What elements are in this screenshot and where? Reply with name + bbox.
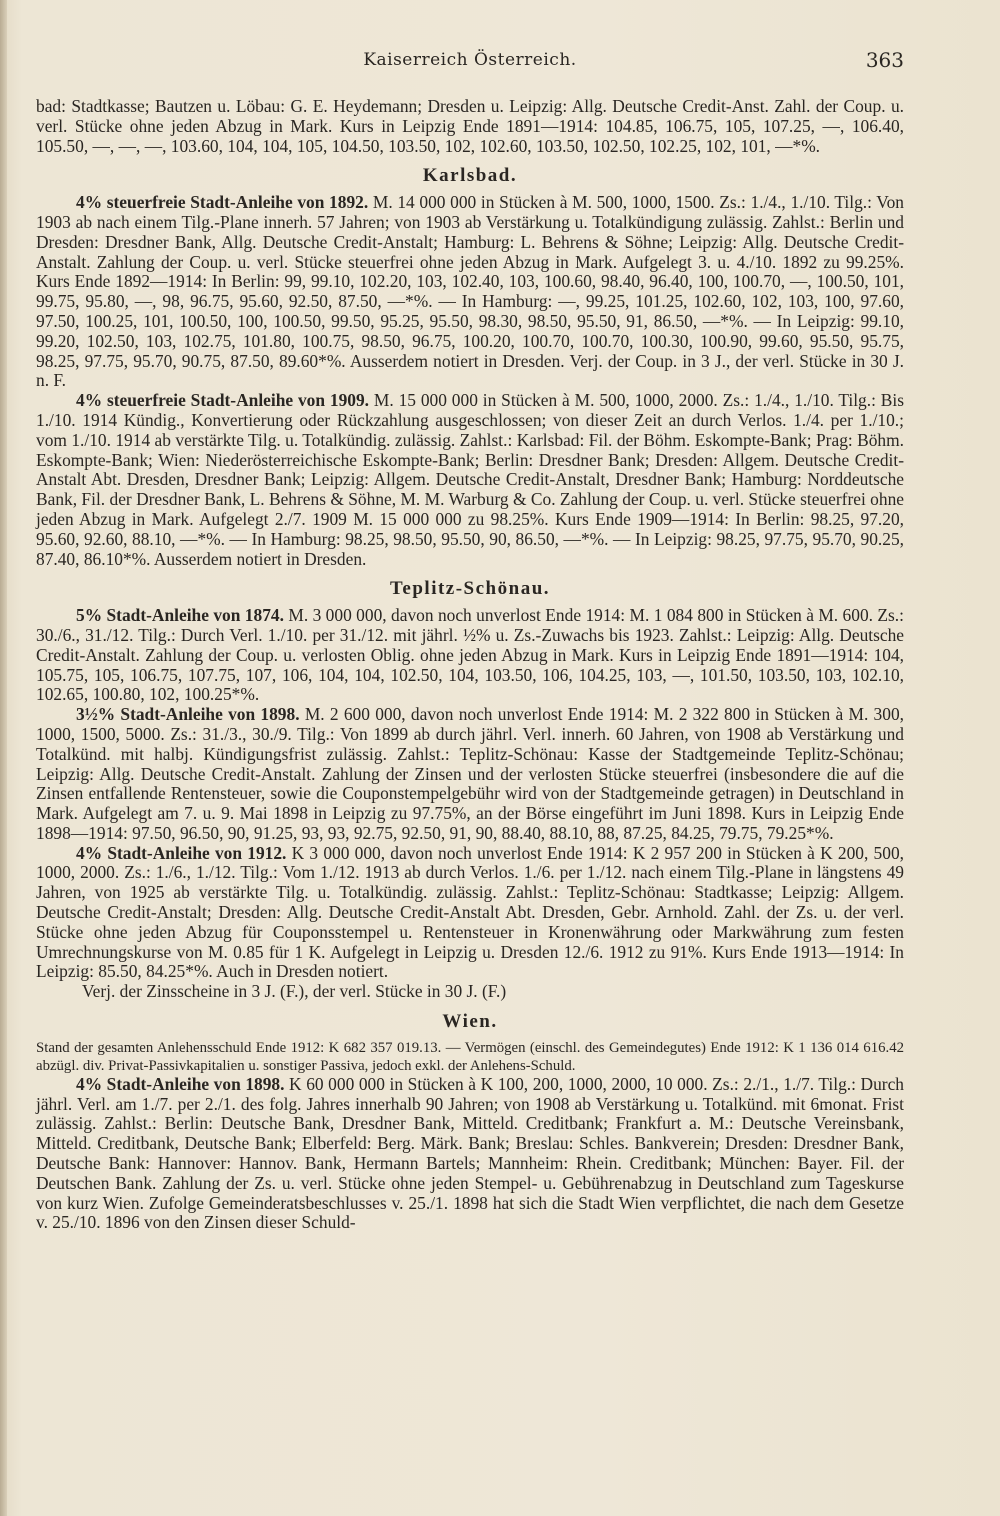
loan-details: K 60 000 000 in Stücken à K 100, 200, 1000, 2000, 10 000. Zs.: 2./1., 1./7. Tilg.: Durch jährl. Verl. am 1./7. per 2./1. des folg. Jahres innerhalb 90 Jahren; von 1908 ab Verstärkung u. Totalkünd. mit 6monat. Frist zulässig. Zahlst.: Berlin: Deutsche Bank, Dresdner Bank, Mitteld. Creditbank; Frankfurt a. M.: Deutsche Vereinsbank, Mitteld. Creditbank, Deutsche Bank; Elberfeld: Berg. Märk. Bank; Breslau: Schles. Bankverein; Dresden: Dresdner Bank, Deutsche Bank: Hannover: Hannov. Bank, Hermann Bartels; Mannheim: Rhein. Creditbank; München: Bayer. Fil. der Deutschen Bank. Zahlung der Zs. u. verl. Stücke ohne jeden Stempel- u. Gebührenabzug in Deutschland zum Tageskurse von kurz Wien. Zufolge Gemeinderatsbeschlusses v. 25./1. 1898 hat sich die Stadt Wien verpflichtet, die nach dem Gesetze v. 25./10. 1896 von den Zinsen dieser Schuld-	[36, 1073, 904, 1233]
loan-heading: 5% Stadt-Anleihe von 1874.	[76, 605, 284, 626]
debt-status-note-wien: Stand der gesamten Anlehensschuld Ende 1912: K 682 357 019.13. — Vermögen (einschl. des Gemeindegutes) Ende 1912: K 1 136 014 616.42 abzügl. div. Privat-Passivkapitalien u. sonstiger Passiva, jedoch exkl. der Anlehens-Schuld.	[36, 1039, 904, 1074]
loan-heading: 3½% Stadt-Anleihe von 1898.	[76, 704, 300, 725]
running-title: Kaiserreich Österreich.	[363, 50, 577, 70]
limitation-note-teplitz: Verj. der Zinsscheine in 3 J. (F.), der verl. Stücke in 30 J. (F.)	[82, 981, 507, 1002]
loan-entry-teplitz-1874	[36, 606, 904, 705]
page-body	[36, 97, 904, 1233]
loan-entry-wien-1898	[36, 1075, 904, 1233]
loan-entry-teplitz-1898	[36, 705, 904, 844]
loan-details: M. 15 000 000 in Stücken à M. 500, 1000, 2000. Zs.: 1./4., 1./10. Tilg.: Bis 1./10. 1914 Kündig., Konvertierung oder Rückzahlung ausgeschlossen; von dieser Zeit an durch Verlos. 1./4. per 1./10.; vom 1./10. 1914 ab verstärkte Tilg. u. Totalkündig. zulässig. Zahlst.: Karlsbad: Fil. der Böhm. Eskompte-Bank; Prag: Böhm. Eskompte-Bank; Wien: Niederösterreichische Eskompte-Bank; Berlin: Dresdner Bank; Dresden: Allgem. Deutsche Credit-Anstalt Abt. Dresden, Dresdner Bank; Leipzig: Allgem. Deutsche Credit-Anstalt, Dresdner Bank; Hamburg: Norddeutsche Bank, Fil. der Dresdner Bank, L. Behrens & Söhne, M. M. Warburg & Co. Zahlung der Coup. u. verl. Stücke steuerfrei ohne jeden Abzug in Mark. Aufgelegt 2./7. 1909 M. 15 000 000 zu 98.25%. Kurs Ende 1909—1914: In Berlin: 98.25, 97.20, 95.60, 92.60, 88.10, —*%. — In Hamburg: 98.25, 98.50, 95.50, 90, 86.50, —*%. — In Leipzig: 98.25, 97.75, 95.70, 90.25, 87.40, 86.10*%. Ausserdem notiert in Dresden.	[36, 390, 904, 569]
loan-entry-karlsbad-1909	[36, 391, 904, 569]
loan-entry-karlsbad-1892	[36, 193, 904, 391]
loan-heading: 4% steuerfreie Stadt-Anleihe von 1909.	[76, 390, 370, 411]
loan-entry-teplitz-1912	[36, 844, 904, 983]
page-spine-shadow	[0, 0, 7, 1516]
loan-details: K 3 000 000, davon noch unverlost Ende 1914: K 2 957 200 in Stücken à K 200, 500, 1000, 2000. Zs.: 1./6., 1./12. Tilg.: Vom 1./12. 1913 ab durch Verlos. 1./6. per 1./12. nach einem Tilg.-Plane in längstens 49 Jahren, von 1925 ab verstärkte Tilg. u. Totalkündig. zulässig. Zahlst.: Teplitz-Schönau: Stadtkasse; Leipzig: Allgem. Deutsche Credit-Anstalt; Dresden: Allg. Deutsche Credit-Anstalt Abt. Dresden, Gebr. Arnhold. Zahl. der Zs. u. der verl. Stücke ohne jeden Abzug für Couponsstempel u. Rentensteuer in Kronenwährung oder Markwährung zum festen Umrechnungskurse von M. 0.85 für 1 K. Aufgelegt in Leipzig u. Dresden 12./6. 1912 zu 91%. Kurs Ende 1913—1914: In Leipzig: 85.50, 84.25*%. Auch in Dresden notiert.	[36, 842, 904, 982]
loan-details: M. 14 000 000 in Stücken à M. 500, 1000, 1500. Zs.: 1./4., 1./10. Tilg.: Von 1903 ab nach einem Tilg.-Plane innerh. 57 Jahren; von 1903 ab Verstärkung u. Totalkündigung zulässig. Zahlst.: Berlin und Dresden: Dresdner Bank, Allg. Deutsche Credit-Anstalt; Hamburg: L. Behrens & Söhne; Leipzig: Allg. Deutsche Credit-Anstalt. Zahlung der Coup. u. verl. Stücke steuerfrei ohne jeden Abzug in Mark. Aufgelegt 3. u. 4./10. 1892 zu 99.25%. Kurs Ende 1892—1914: In Berlin: 99, 99.10, 102.20, 103, 102.40, 103, 100.60, 98.40, 96.40, 100, 100.70, —, 100.50, 101, 99.75, 95.80, —, 98, 96.75, 95.60, 92.50, 87.50, —*%. — In Hamburg: —, 99.25, 101.25, 102.60, 102, 103, 100, 97.60, 97.50, 100.25, 101, 100.50, 100, 100.50, 99.50, 95.25, 95.50, 98.30, 98.50, 95.50, 91, 86.50, —*%. — In Leipzig: 99.10, 99.20, 102.50, 103, 102.75, 101.80, 100.75, 98.50, 96.75, 100.20, 100.70, 100.70, 100.30, 100.90, 99.60, 95.50, 95.75, 98.25, 97.75, 95.70, 90.75, 87.50, 89.60*%. Ausserdem notiert in Dresden. Verj. der Coup. in 3 J., der verl. Stücke in 30 J. n. F.	[36, 192, 905, 391]
page-number: 363	[865, 48, 904, 72]
loan-heading: 4% Stadt-Anleihe von 1912.	[76, 842, 287, 863]
loan-details: M. 3 000 000, davon noch unverlost Ende 1914: M. 1 084 800 in Stücken à M. 600. Zs.: 30./6., 31./12. Tilg.: Durch Verl. 1./10. per 31./12. mit jährl. ½% u. Zs.-Zuwachs bis 1923. Zahlst.: Leipzig: Allg. Deutsche Credit-Anstalt. Zahlung der Coup. u. verlosten Oblig. ohne jeden Abzug in Mark. Kurs in Leipzig Ende 1891—1914: 104, 105.75, 105, 106.75, 107.75, 107, 106, 104, 104, 102.50, 104, 103.50, 106, 104.25, 103, —, 101.50, 103.50, 103, 102.10, 102.65, 100.80, 102, 100.25*%.	[36, 605, 904, 705]
section-title-karlsbad: Karlsbad.	[422, 165, 518, 187]
page-header	[36, 46, 904, 76]
loan-heading: 4% steuerfreie Stadt-Anleihe von 1892.	[76, 192, 369, 213]
loan-details: M. 2 600 000, davon noch unverlost Ende 1914: M. 2 322 800 in Stücken à M. 300, 1000, 1500, 5000. Zs.: 31./3., 30./9. Tilg.: Von 1899 ab durch jährl. Verl. innerh. 60 Jahren, von 1908 ab Verstärkung und Totalkünd. mit halbj. Kündigungsfrist zulässig. Zahlst.: Teplitz-Schönau: Kasse der Stadtgemeinde Teplitz-Schönau; Leipzig: Allg. Deutsche Credit-Anstalt. Zahlung der Zinsen und der verlosten Stücke steuerfrei (insbesondere die auf die Zinsen entfallende Rentensteuer, sowie die Couponstempelgebühr wird von der Stadtgemeinde getragen) in Deutschland in Mark. Aufgelegt am 7. u. 9. Mai 1898 in Leipzig zu 97.75%, an der Börse eingeführt im Juni 1898. Kurs in Leipzig Ende 1898—1914: 97.50, 96.50, 90, 91.25, 93, 93, 92.75, 92.50, 91, 90, 88.40, 88.10, 88, 87.25, 84.25, 79.75, 79.25*%.	[36, 704, 904, 843]
loan-heading: 4% Stadt-Anleihe von 1898.	[76, 1073, 285, 1094]
section-title-teplitz-schoenau: Teplitz-Schönau.	[389, 578, 551, 600]
section-title-wien: Wien.	[442, 1011, 498, 1033]
intro-paragraph: bad: Stadtkasse; Bautzen u. Löbau: G. E. Heydemann; Dresden u. Leipzig: Allg. Deutsche Credit-Anst. Zahl. der Coup. u. verl. Stücke ohne jeden Abzug in Mark. Kurs in Leipzig Ende 1891—1914: 104.85, 106.75, 105, 107.25, —, 106.40, 105.50, —, —, —, 103.60, 104, 104, 105, 104.50, 103.50, 102, 102.60, 103.50, 102.50, 102.25, 102, 101, —*%.	[36, 96, 904, 156]
